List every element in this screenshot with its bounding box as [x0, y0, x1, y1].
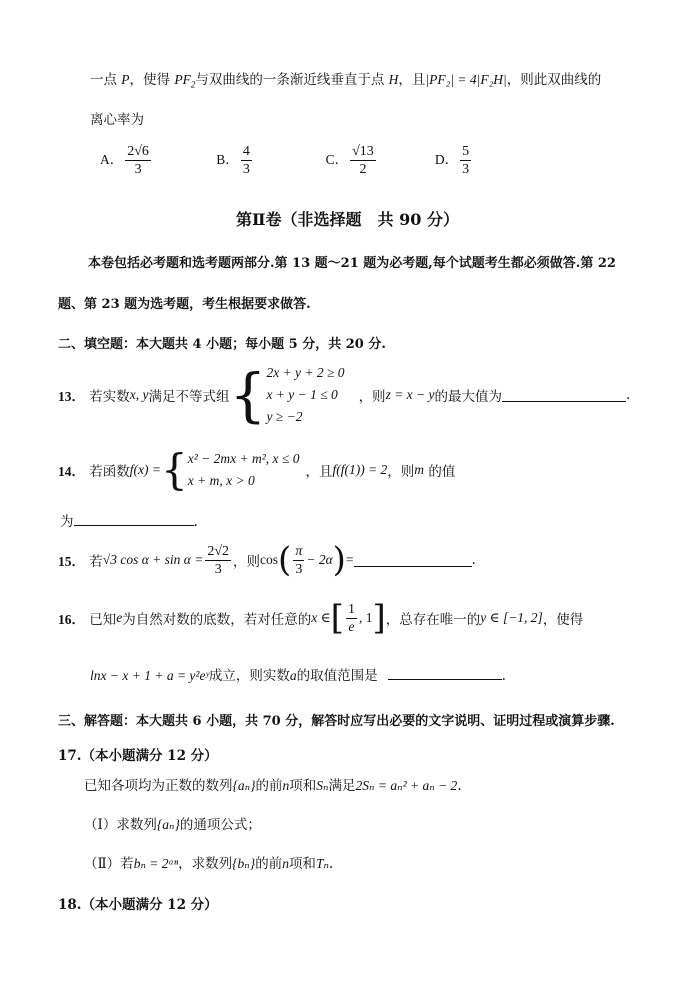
q14-answer-blank[interactable]: [74, 513, 194, 526]
q17-part2-label: （Ⅱ）若: [84, 856, 134, 872]
q18-header-text: 18.（本小题满分 12 分）: [58, 897, 218, 913]
q16-line2-text2: 的取值范围是: [296, 668, 378, 684]
q17-part2: [84, 852, 333, 872]
q17-stem: [84, 774, 462, 794]
segment-pf2: $PF_2$: [174, 72, 196, 90]
q14-fx: f(x) =: [129, 462, 162, 477]
q14: [58, 446, 455, 494]
q14-text-d: 的值: [424, 464, 456, 480]
q17-header: [58, 744, 218, 764]
q13-number: 13．: [58, 389, 85, 404]
q16-interval-rest: , 1: [358, 610, 373, 625]
q15-number: 15．: [58, 554, 85, 569]
q17-header-text: 17.（本小题满分 12 分）: [58, 748, 218, 764]
q12-options: [100, 143, 495, 178]
q14-piecewise: x² − 2mx + m², x ≤ 0 x + m, x > 0: [187, 451, 300, 488]
intro-line2: 题、第 23 题为选考题，考生根据要求做答.: [58, 297, 311, 312]
q16-equation: lnx − x + 1 + a = y²eʸ: [90, 668, 209, 683]
q12-line2: 离心率为: [90, 112, 144, 128]
q14-text-b: ，且: [305, 464, 333, 480]
q17-part2-end: .: [328, 856, 334, 872]
q12-text-c: 与双曲线的一条渐近线垂直于点: [195, 72, 389, 88]
q13-expr: z = x − y: [385, 387, 435, 402]
q15-expr-left: √3 cos α + sin α =: [102, 552, 204, 567]
q16-text-b: 为自然对数的底数，若对任意的: [122, 612, 312, 628]
q15-rparen: ): [332, 540, 346, 580]
section-title: 第Ⅱ卷（非选择题 共 90 分）: [236, 210, 459, 229]
q15-end: .: [471, 552, 476, 568]
q15-answer-blank[interactable]: [354, 554, 472, 567]
q17-part1: [84, 813, 261, 833]
q15-inner-rest: − 2α: [306, 552, 333, 567]
q17-part2-seq: {bₙ}: [232, 856, 256, 871]
q15-text-b: ，则: [233, 554, 261, 570]
option-b: B． $\frac{4}{3}$: [216, 144, 250, 177]
q12-text-e: ，则此双曲线的: [506, 72, 602, 88]
part3-heading: 三、解答题：本大题共 6 小题，共 70 分，解答时应写出必要的文字说明、证明过程或演算步骤.: [58, 714, 615, 729]
q15-eq: =: [345, 552, 354, 567]
q15-lparen: (: [278, 540, 292, 580]
q16-interval-frac: $\frac{1}{e}$: [347, 601, 355, 635]
q17-stem-d: 满足: [328, 778, 356, 794]
q17-stem-end: .: [457, 778, 462, 794]
q17-part2-text2: 的前: [255, 856, 283, 872]
q13-end: .: [626, 387, 631, 403]
q14-m: m: [414, 462, 425, 477]
q12-text-a: 一点: [90, 72, 122, 88]
q13-text-d: 的最大值为: [434, 389, 503, 405]
q17-stem-a: 已知各项均为正数的数列: [84, 778, 233, 794]
q14-line2-text: 为: [60, 514, 74, 530]
q17-part2-n: n: [282, 856, 289, 871]
q17-part1-label: （Ⅰ）求数列: [84, 817, 157, 833]
q14-condition: f(f(1)) = 2: [332, 462, 388, 477]
q14-text-a: 若函数: [89, 464, 130, 480]
q16-end: .: [501, 668, 506, 684]
intro-line1: 本卷包括必考题和选考题两部分.第 13 题～21 题为必考题,每个试题考生都必须做答.第 22: [88, 256, 616, 271]
q16-number: 16．: [58, 612, 85, 627]
q16-line2: [90, 664, 506, 684]
q16-lbracket: [: [330, 598, 344, 638]
q17-part1-seq: {aₙ}: [156, 817, 180, 832]
q14-number: 14．: [58, 464, 85, 479]
q12-line1: [90, 68, 601, 90]
q17-seq-a: {aₙ}: [232, 778, 256, 793]
q16: [58, 598, 583, 638]
q16-a: a: [289, 668, 297, 683]
part2-heading: 二、填空题：本大题共 4 小题；每小题 5 分，共 20 分.: [58, 337, 386, 352]
q15-text-a: 若: [89, 554, 103, 570]
q12-abs-condition: |PF₂| = 4|F₂H|: [425, 72, 507, 87]
q17-part1-end: 的通项公式；: [179, 817, 261, 833]
point-h: H: [388, 72, 399, 87]
q17-part2-text: ，求数列: [178, 856, 233, 872]
q12-text-d: ，且: [398, 72, 426, 88]
q13-vars: x, y: [129, 387, 149, 402]
q16-answer-blank[interactable]: [388, 667, 502, 680]
q15: [58, 540, 476, 580]
q15-inner-frac: $\frac{\pi}{3}$: [295, 543, 303, 577]
q14-line2: [60, 510, 198, 530]
q15-frac: $\frac{2√2}{3}$: [207, 543, 230, 577]
q14-text-c: ，则: [387, 464, 415, 480]
q14-brace: {: [161, 445, 188, 494]
q17-part2-tn: Tₙ: [315, 856, 329, 871]
q14-end: .: [193, 514, 198, 530]
q17-sn: Sₙ: [316, 778, 329, 793]
q17-part2-def: bₙ = 2ᵃⁿ: [133, 856, 179, 871]
q16-rbracket: ]: [372, 598, 386, 638]
q17-stem-c: 项和: [289, 778, 317, 794]
q13-text-a: 若实数: [89, 389, 130, 405]
q15-cos: cos: [260, 552, 279, 567]
q17-n: n: [282, 778, 290, 793]
q13-text-c: ，则: [358, 389, 386, 405]
q17-stem-b: 的前: [255, 778, 283, 794]
option-c: C． $\frac{√13}{2}$: [325, 144, 374, 177]
q16-text-d: ，使得: [542, 612, 584, 628]
option-a: A． $\frac{2√6}{3}$: [100, 144, 149, 177]
q16-x-in: x ∈: [311, 610, 331, 625]
q13-text-b: 满足不等式组: [148, 389, 230, 405]
q16-text-a: 已知: [89, 612, 117, 628]
q13: [58, 362, 630, 428]
q18-header: [58, 893, 218, 913]
q12-text-b: ，使得: [129, 72, 175, 88]
point-p: P: [121, 72, 130, 87]
q16-e: e: [116, 610, 123, 625]
q16-text-c: ，总存在唯一的: [385, 612, 481, 628]
q13-answer-blank[interactable]: [502, 389, 626, 402]
q16-y-in: y ∈ [−1, 2]: [480, 610, 543, 625]
q16-line2-text: 成立，则实数: [208, 668, 290, 684]
option-d: D． $\frac{5}{3}$: [434, 144, 470, 177]
q17-part2-text3: 项和: [288, 856, 316, 872]
q13-system: 2x + y + 2 ≥ 0 x + y − 1 ≤ 0 y ≥ −2: [266, 365, 345, 424]
q17-relation: 2Sₙ = aₙ² + aₙ − 2: [355, 778, 458, 793]
q13-brace: {: [229, 361, 267, 429]
